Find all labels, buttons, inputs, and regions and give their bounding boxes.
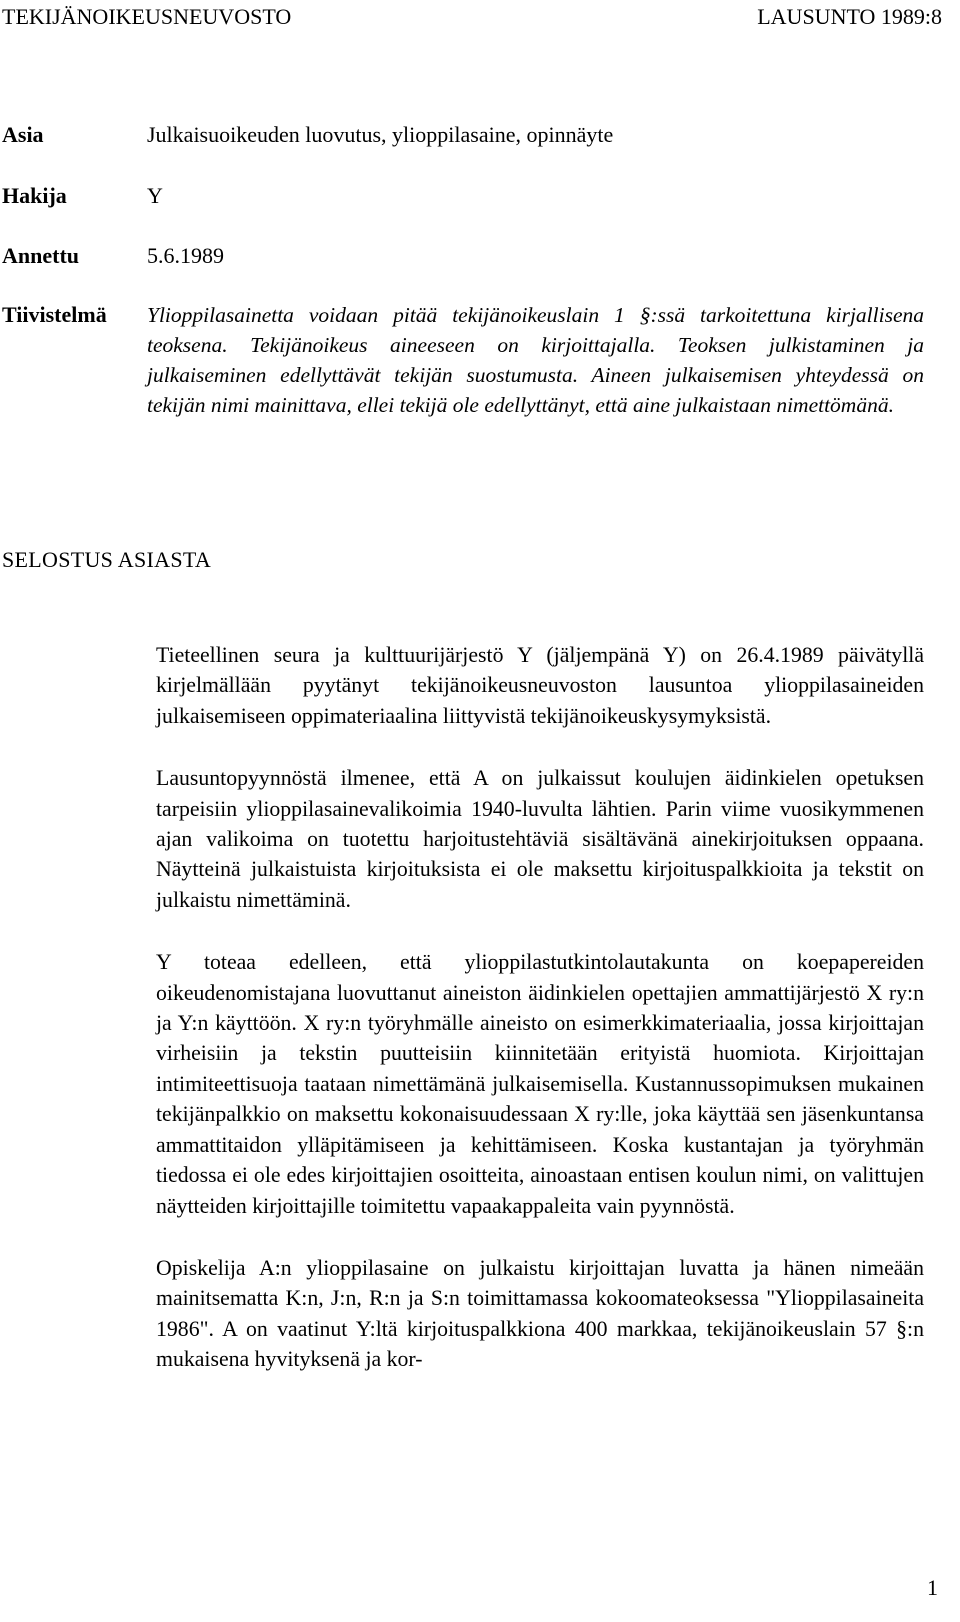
- summary-text: Ylioppilasainetta voidaan pitää tekijänoikeuslain 1 §:ssä tarkoitettuna kirjallisena teoksena. Tekijänoikeus aineeseen on kirjoittajalla. Teoksen julkistaminen ja julkaiseminen edellyttävät tekijän suostumusta. Aineen julkaisemisen yhteydessä on tekijän nimi mainittava, ellei tekijä ole edellyttänyt, että aine julkaistaan nimettömänä.: [147, 303, 924, 417]
- section-heading: SELOSTUS ASIASTA: [2, 547, 212, 572]
- paragraph: Lausuntopyynnöstä ilmenee, että A on julkaissut koulujen äidinkielen opetuksen tarpeisiin ylioppilasainevalikoimia 1940-luvulta lähtien. Parin viime vuosikymmenen ajan valikoima on tuotettu harjoitustehtäviä sisältävänä ainekirjoituksen oppaana. Näytteinä julkaistuista kirjoituksista ei ole maksettu kirjoituspalkkioita ja tekstit on julkaistu nimettäminä.: [156, 766, 924, 912]
- summary-label: Tiivistelmä: [2, 302, 107, 327]
- document-header: [2, 2, 942, 38]
- organization-name: TEKIJÄNOIKEUSNEUVOSTO: [2, 4, 292, 29]
- issued-value: 5.6.1989: [147, 243, 224, 268]
- subject-label: Asia: [2, 122, 44, 147]
- subject-value: Julkaisuoikeuden luovutus, ylioppilasaine, opinnäyte: [147, 122, 614, 147]
- statement-number: LAUSUNTO 1989:8: [757, 4, 942, 29]
- section-body: [156, 640, 924, 1375]
- applicant-value: Y: [147, 183, 163, 208]
- paragraph: Y toteaa edelleen, että ylioppilastutkintolautakunta on koepapereiden oikeudenomistajana luovuttanut aineiston äidinkielen opettajien ammattijärjestö X ry:n ja Y:n käyttöön. X ry:n työryhmälle aineisto on esimerkkimateriaalia, jossa kirjoittajan virheisiin ja tekstin puutteisiin kiinnitetään erityistä huomiota. Kirjoittajan intimiteettisuoja taataan nimettämänä julkaisemisella. Kustannussopimuksen mukainen tekijänpalkkio on maksettu kokonaisuudessaan X ry:lle, joka käyttää sen jäsenkuntansa ammattitaidon ylläpitämiseen ja kehittämiseen. Koska kustantajan ja työryhmän tiedossa ei ole edes kirjoittajien osoitteita, ainoastaan entisen koulun nimi, on valittujen näytteiden kirjoittajille toimitettu vapaakappaleita vain pyynnöstä.: [156, 950, 924, 1218]
- applicant-label: Hakija: [2, 183, 67, 208]
- page-number: 1: [927, 1575, 938, 1600]
- paragraph: Tieteellinen seura ja kulttuurijärjestö Y (jäljempänä Y) on 26.4.1989 päivätyllä kirjelmällään pyytänyt tekijänoikeusneuvoston lausuntoa ylioppilasaineiden julkaisemiseen oppimateriaalina liittyvistä tekijänoikeuskysymyksistä.: [156, 643, 924, 728]
- paragraph: Opiskelija A:n ylioppilasaine on julkaistu kirjoittajan luvatta ja hänen nimeään mainitsematta K:n, J:n, R:n ja S:n toimittamassa kokoomateoksessa "Ylioppilasaineita 1986". A on vaatinut Y:ltä kirjoituspalkkiona 400 markkaa, tekijänoikeuslain 57 §:n mukaisena hyvityksenä ja kor-: [156, 1255, 924, 1372]
- issued-label: Annettu: [2, 243, 80, 268]
